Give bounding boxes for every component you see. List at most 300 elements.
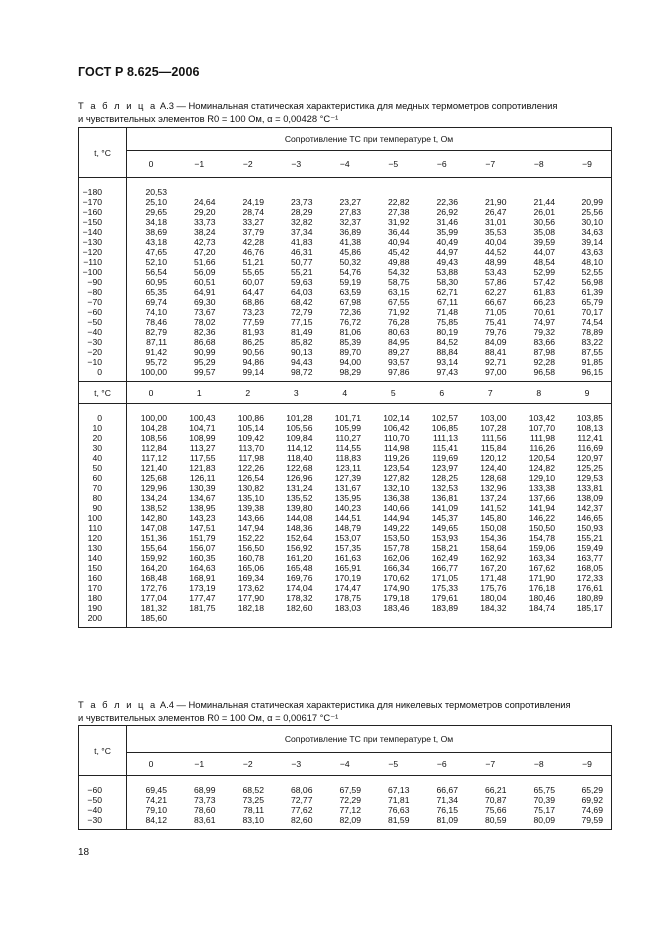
value-cell: [224, 613, 273, 628]
value-cell: 157,35: [334, 543, 361, 553]
value-cell: 53,88: [436, 267, 458, 277]
value-cell: 64,91: [193, 287, 216, 297]
value-cell: 181,32: [140, 603, 167, 613]
value-cell: 130,39: [189, 483, 216, 493]
value-cell: 164,20: [140, 563, 167, 573]
value-cell: 176,18: [528, 583, 555, 593]
value-cell: 77,62: [290, 805, 313, 815]
value-cell: 30,56: [533, 217, 555, 227]
value-cell: 74,10: [145, 307, 167, 317]
column-label: 5: [369, 382, 418, 404]
table-row: [79, 563, 612, 573]
value-cell: 159,06: [528, 543, 555, 553]
value-cell: 176,61: [576, 583, 603, 593]
table-row: [79, 237, 612, 247]
column-label: −5: [369, 753, 418, 776]
value-cell: 31,01: [484, 217, 507, 227]
table-row: [79, 178, 612, 198]
value-cell: 132,10: [383, 483, 410, 493]
value-cell: 72,77: [290, 795, 313, 805]
column-label: −3: [272, 151, 321, 178]
value-cell: 174,47: [334, 583, 361, 593]
column-label: −9: [563, 753, 612, 776]
value-cell: 83,61: [193, 815, 216, 825]
value-cell: 67,55: [387, 297, 410, 307]
value-cell: 105,56: [286, 423, 313, 433]
value-cell: 142,80: [140, 513, 167, 523]
value-cell: 178,32: [286, 593, 313, 603]
column-label: −7: [466, 151, 515, 178]
value-cell: 140,66: [383, 503, 410, 513]
value-cell: 145,80: [480, 513, 507, 523]
value-cell: 145,37: [431, 513, 458, 523]
value-cell: 136,38: [383, 493, 410, 503]
value-cell: 60,07: [242, 277, 264, 287]
value-cell: 134,24: [140, 493, 167, 503]
value-cell: 85,39: [339, 337, 361, 347]
value-cell: 148,79: [334, 523, 361, 533]
value-cell: [321, 178, 370, 198]
value-cell: 30,10: [581, 217, 603, 227]
column-label: −1: [175, 753, 224, 776]
value-cell: 71,81: [387, 795, 410, 805]
value-cell: 73,67: [193, 307, 216, 317]
value-cell: 21,44: [533, 197, 555, 207]
value-cell: 50,77: [290, 257, 313, 267]
column-label: −8: [515, 753, 564, 776]
value-cell: 133,81: [576, 483, 603, 493]
value-cell: 69,74: [145, 297, 167, 307]
table-a3-label: Т а б л и ц а: [78, 100, 158, 111]
value-cell: [369, 613, 418, 628]
value-cell: 116,26: [529, 443, 555, 453]
value-cell: 166,34: [383, 563, 410, 573]
value-cell: 105,99: [334, 423, 361, 433]
value-cell: 149,65: [431, 523, 458, 533]
value-cell: 139,80: [286, 503, 313, 513]
value-cell: 174,04: [286, 583, 313, 593]
column-label: 2: [224, 382, 273, 404]
value-cell: 68,86: [242, 297, 264, 307]
temperature-cell: 20: [79, 433, 127, 443]
value-cell: 38,69: [145, 227, 167, 237]
value-cell: 49,43: [436, 257, 458, 267]
value-cell: 34,18: [145, 217, 167, 227]
value-cell: 61,83: [533, 287, 555, 297]
value-cell: 136,81: [431, 493, 458, 503]
value-cell: 132,96: [480, 483, 507, 493]
value-cell: 146,65: [576, 513, 603, 523]
table-a3: [78, 127, 612, 628]
value-cell: 120,54: [528, 453, 555, 463]
table-row: [79, 433, 612, 443]
value-cell: 111,98: [529, 433, 555, 443]
value-cell: 74,69: [581, 805, 603, 815]
table-row: [79, 613, 612, 628]
value-cell: 121,40: [140, 463, 167, 473]
table-row: [79, 227, 612, 237]
value-cell: 70,39: [533, 795, 555, 805]
table-row: [79, 247, 612, 257]
column-label: −1: [175, 151, 224, 178]
table-row: [79, 297, 612, 307]
value-cell: 134,67: [189, 493, 216, 503]
value-cell: 106,85: [431, 423, 458, 433]
column-label: −5: [369, 151, 418, 178]
value-cell: [563, 613, 612, 628]
value-cell: 76,15: [436, 805, 458, 815]
value-cell: 71,05: [484, 307, 507, 317]
value-cell: 54,76: [339, 267, 361, 277]
value-cell: 183,03: [334, 603, 361, 613]
value-cell: 55,21: [290, 267, 313, 277]
temperature-cell: 160: [79, 573, 127, 583]
value-cell: 172,76: [140, 583, 167, 593]
value-cell: 177,04: [140, 593, 167, 603]
value-cell: 90,13: [290, 347, 313, 357]
value-cell: 80,09: [533, 815, 555, 825]
value-cell: 87,55: [581, 347, 603, 357]
table-row: [79, 463, 612, 473]
temperature-cell: −100: [79, 267, 127, 277]
value-cell: 157,78: [383, 543, 410, 553]
value-cell: 123,11: [335, 463, 361, 473]
value-cell: 93,57: [387, 357, 410, 367]
value-cell: 34,63: [581, 227, 603, 237]
value-cell: 143,66: [237, 513, 264, 523]
value-cell: 84,95: [387, 337, 410, 347]
value-cell: 76,72: [339, 317, 361, 327]
column-label: 4: [321, 382, 370, 404]
temperature-cell: 80: [79, 493, 127, 503]
table-row: [79, 423, 612, 433]
value-cell: 175,76: [480, 583, 507, 593]
value-cell: 109,84: [286, 433, 313, 443]
value-cell: 113,70: [238, 443, 264, 453]
value-cell: 138,52: [140, 503, 167, 513]
value-cell: [175, 178, 224, 198]
value-cell: 135,10: [237, 493, 264, 503]
value-cell: 81,49: [290, 327, 313, 337]
value-cell: 104,71: [189, 423, 216, 433]
value-cell: 150,93: [576, 523, 603, 533]
table-row: [79, 197, 612, 207]
value-cell: 135,95: [334, 493, 361, 503]
value-cell: [515, 613, 564, 628]
value-cell: 131,67: [334, 483, 361, 493]
value-cell: 77,12: [339, 805, 361, 815]
value-cell: 184,32: [480, 603, 507, 613]
value-cell: 165,48: [286, 563, 313, 573]
value-cell: 88,84: [436, 347, 458, 357]
value-cell: 83,22: [581, 337, 603, 347]
value-cell: 68,42: [290, 297, 313, 307]
value-cell: 36,44: [387, 227, 410, 237]
value-cell: 85,82: [290, 337, 313, 347]
column-label: −6: [418, 151, 467, 178]
value-cell: 40,94: [387, 237, 410, 247]
value-cell: 84,12: [145, 815, 167, 825]
value-cell: [466, 613, 515, 628]
table-a3-caption: [78, 99, 557, 125]
value-cell: 83,66: [533, 337, 555, 347]
value-cell: 35,99: [436, 227, 458, 237]
value-cell: 23,27: [339, 197, 361, 207]
value-cell: 167,20: [480, 563, 507, 573]
value-cell: 178,75: [334, 593, 361, 603]
value-cell: 31,46: [436, 217, 458, 227]
value-cell: 40,49: [436, 237, 458, 247]
value-cell: 180,04: [480, 593, 507, 603]
table-row: [79, 443, 612, 453]
value-cell: 47,20: [193, 247, 216, 257]
value-cell: 150,08: [480, 523, 507, 533]
value-cell: 105,14: [237, 423, 264, 433]
value-cell: 100,00: [140, 367, 167, 377]
value-cell: 51,21: [242, 257, 264, 267]
value-cell: 59,19: [339, 277, 361, 287]
table-a4: [78, 725, 612, 830]
value-cell: 28,29: [290, 207, 313, 217]
value-cell: 168,05: [576, 563, 603, 573]
value-cell: 156,50: [237, 543, 264, 553]
temperature-cell: −40: [79, 327, 127, 337]
value-cell: 33,27: [242, 217, 264, 227]
table-row: [79, 307, 612, 317]
value-cell: 74,21: [145, 795, 167, 805]
value-cell: 153,07: [334, 533, 361, 543]
column-label: 1: [175, 382, 224, 404]
value-cell: 99,14: [242, 367, 264, 377]
value-cell: 68,06: [290, 785, 313, 795]
value-cell: 110,70: [383, 433, 410, 443]
temperature-cell: 140: [79, 553, 127, 563]
value-cell: 65,35: [145, 287, 167, 297]
t-column-header: t, °С: [79, 128, 127, 178]
temperature-cell: 170: [79, 583, 127, 593]
temperature-cell: −130: [79, 237, 127, 247]
value-cell: 133,38: [528, 483, 555, 493]
value-cell: 73,23: [242, 307, 264, 317]
value-cell: 129,53: [576, 473, 603, 483]
value-cell: 26,92: [436, 207, 458, 217]
value-cell: 52,10: [145, 257, 167, 267]
value-cell: 82,60: [290, 815, 313, 825]
table-row: [79, 533, 612, 543]
page-number: 18: [78, 847, 90, 858]
column-label: −9: [563, 151, 612, 178]
temperature-cell: −60: [79, 307, 127, 317]
value-cell: 100,43: [189, 413, 216, 423]
value-cell: 164,63: [189, 563, 216, 573]
value-cell: 25,56: [581, 207, 603, 217]
column-label: −7: [466, 753, 515, 776]
value-cell: 144,08: [286, 513, 313, 523]
value-cell: 113,27: [189, 443, 216, 453]
value-cell: 83,10: [242, 815, 264, 825]
value-cell: 102,14: [383, 413, 410, 423]
value-cell: 84,09: [484, 337, 507, 347]
value-cell: 68,52: [242, 785, 264, 795]
value-cell: 154,36: [480, 533, 507, 543]
value-cell: 163,34: [528, 553, 555, 563]
value-cell: 50,32: [339, 257, 361, 267]
table-a3-caption-text: А.3 — Номинальная статическая характеристика для медных термометров сопротивления: [159, 100, 558, 111]
value-cell: 138,09: [576, 493, 603, 503]
temperature-cell: −90: [79, 277, 127, 287]
table-row: [79, 493, 612, 503]
value-cell: 41,83: [290, 237, 313, 247]
temperature-cell: −50: [79, 317, 127, 327]
value-cell: 67,59: [339, 785, 361, 795]
value-cell: 147,94: [237, 523, 264, 533]
value-cell: 151,36: [140, 533, 167, 543]
value-cell: 158,21: [431, 543, 458, 553]
group-header: Сопротивление ТС при температуре t, Ом: [127, 726, 612, 753]
temperature-cell: 70: [79, 483, 127, 493]
value-cell: 98,72: [290, 367, 313, 377]
value-cell: 62,27: [484, 287, 507, 297]
temperature-cell: 0: [79, 367, 127, 382]
table-header-row: [79, 726, 612, 753]
temperature-cell: −40: [79, 805, 127, 815]
table-row: [79, 776, 612, 796]
value-cell: 41,38: [339, 237, 361, 247]
value-cell: 65,29: [581, 785, 603, 795]
table-row: [79, 815, 612, 830]
value-cell: 69,30: [193, 297, 216, 307]
value-cell: [563, 178, 612, 198]
value-cell: 78,11: [243, 805, 264, 815]
value-cell: 124,82: [528, 463, 555, 473]
value-cell: 114,55: [335, 443, 361, 453]
value-cell: 97,00: [484, 367, 507, 377]
value-cell: 32,82: [290, 217, 313, 227]
value-cell: 81,06: [339, 327, 361, 337]
value-cell: 49,88: [387, 257, 410, 267]
value-cell: 48,10: [581, 257, 603, 267]
value-cell: 112,84: [141, 443, 167, 453]
value-cell: 114,12: [286, 443, 313, 453]
value-cell: 42,28: [242, 237, 264, 247]
value-cell: 21,90: [484, 197, 507, 207]
table-row: [79, 287, 612, 297]
value-cell: 60,95: [145, 277, 167, 287]
value-cell: 126,54: [237, 473, 264, 483]
value-cell: 29,20: [193, 207, 216, 217]
value-cell: 142,37: [576, 503, 603, 513]
value-cell: 92,28: [533, 357, 555, 367]
value-cell: 27,38: [387, 207, 410, 217]
temperature-cell: 120: [79, 533, 127, 543]
value-cell: 156,92: [286, 543, 313, 553]
value-cell: 56,98: [581, 277, 603, 287]
value-cell: 45,42: [387, 247, 410, 257]
value-cell: 69,45: [145, 785, 167, 795]
value-cell: 103,42: [528, 413, 555, 423]
value-cell: 108,99: [189, 433, 216, 443]
value-cell: 91,42: [145, 347, 167, 357]
value-cell: 180,46: [528, 593, 555, 603]
column-label: 0: [127, 151, 176, 178]
column-labels-row: [79, 151, 612, 178]
temperature-cell: 130: [79, 543, 127, 553]
value-cell: 106,42: [383, 423, 410, 433]
value-cell: 57,42: [533, 277, 555, 287]
value-cell: 155,64: [140, 543, 167, 553]
value-cell: 101,28: [286, 413, 313, 423]
value-cell: 161,63: [334, 553, 361, 563]
value-cell: 115,41: [432, 443, 458, 453]
temperature-cell: −140: [79, 227, 127, 237]
value-cell: 109,42: [237, 433, 264, 443]
table-row: [79, 453, 612, 463]
value-cell: 32,37: [339, 217, 361, 227]
value-cell: 171,90: [528, 573, 555, 583]
value-cell: 71,48: [436, 307, 458, 317]
value-cell: 141,09: [431, 503, 458, 513]
value-cell: 167,62: [528, 563, 555, 573]
value-cell: 58,75: [387, 277, 410, 287]
temperature-cell: −120: [79, 247, 127, 257]
value-cell: 156,07: [189, 543, 216, 553]
value-cell: 182,60: [286, 603, 313, 613]
value-cell: 63,59: [339, 287, 361, 297]
value-cell: 40,04: [484, 237, 507, 247]
value-cell: 130,82: [237, 483, 264, 493]
value-cell: 26,01: [533, 207, 555, 217]
value-cell: 57,86: [484, 277, 507, 287]
value-cell: 26,47: [484, 207, 507, 217]
value-cell: [418, 178, 467, 198]
value-cell: 184,74: [528, 603, 555, 613]
column-label: 9: [563, 382, 612, 404]
table-header-row: [79, 128, 612, 151]
value-cell: 81,09: [436, 815, 458, 825]
value-cell: 20,53: [145, 187, 167, 197]
value-cell: 174,90: [383, 583, 410, 593]
table-row: [79, 513, 612, 523]
value-cell: 114,98: [383, 443, 410, 453]
t-column-header: t, °С: [79, 382, 127, 404]
table-row: [79, 503, 612, 513]
value-cell: 159,92: [140, 553, 167, 563]
value-cell: 37,34: [290, 227, 313, 237]
table-row: [79, 357, 612, 367]
value-cell: [515, 178, 564, 198]
value-cell: 111,13: [432, 433, 458, 443]
value-cell: 76,63: [387, 805, 410, 815]
value-cell: 52,55: [581, 267, 603, 277]
value-cell: 162,92: [480, 553, 507, 563]
value-cell: 67,11: [437, 297, 458, 307]
value-cell: 42,73: [193, 237, 216, 247]
temperature-cell: −80: [79, 287, 127, 297]
value-cell: 135,52: [286, 493, 313, 503]
value-cell: 152,22: [237, 533, 264, 543]
column-label: 7: [466, 382, 515, 404]
value-cell: 162,06: [383, 553, 410, 563]
temperature-cell: −30: [79, 815, 127, 830]
value-cell: 118,40: [286, 453, 313, 463]
value-cell: 79,10: [145, 805, 167, 815]
value-cell: 127,39: [334, 473, 361, 483]
value-cell: 27,83: [339, 207, 361, 217]
value-cell: 48,99: [484, 257, 507, 267]
document-header: ГОСТ Р 8.625—2006: [78, 65, 200, 79]
value-cell: 68,99: [193, 785, 216, 795]
value-cell: 22,36: [436, 197, 458, 207]
